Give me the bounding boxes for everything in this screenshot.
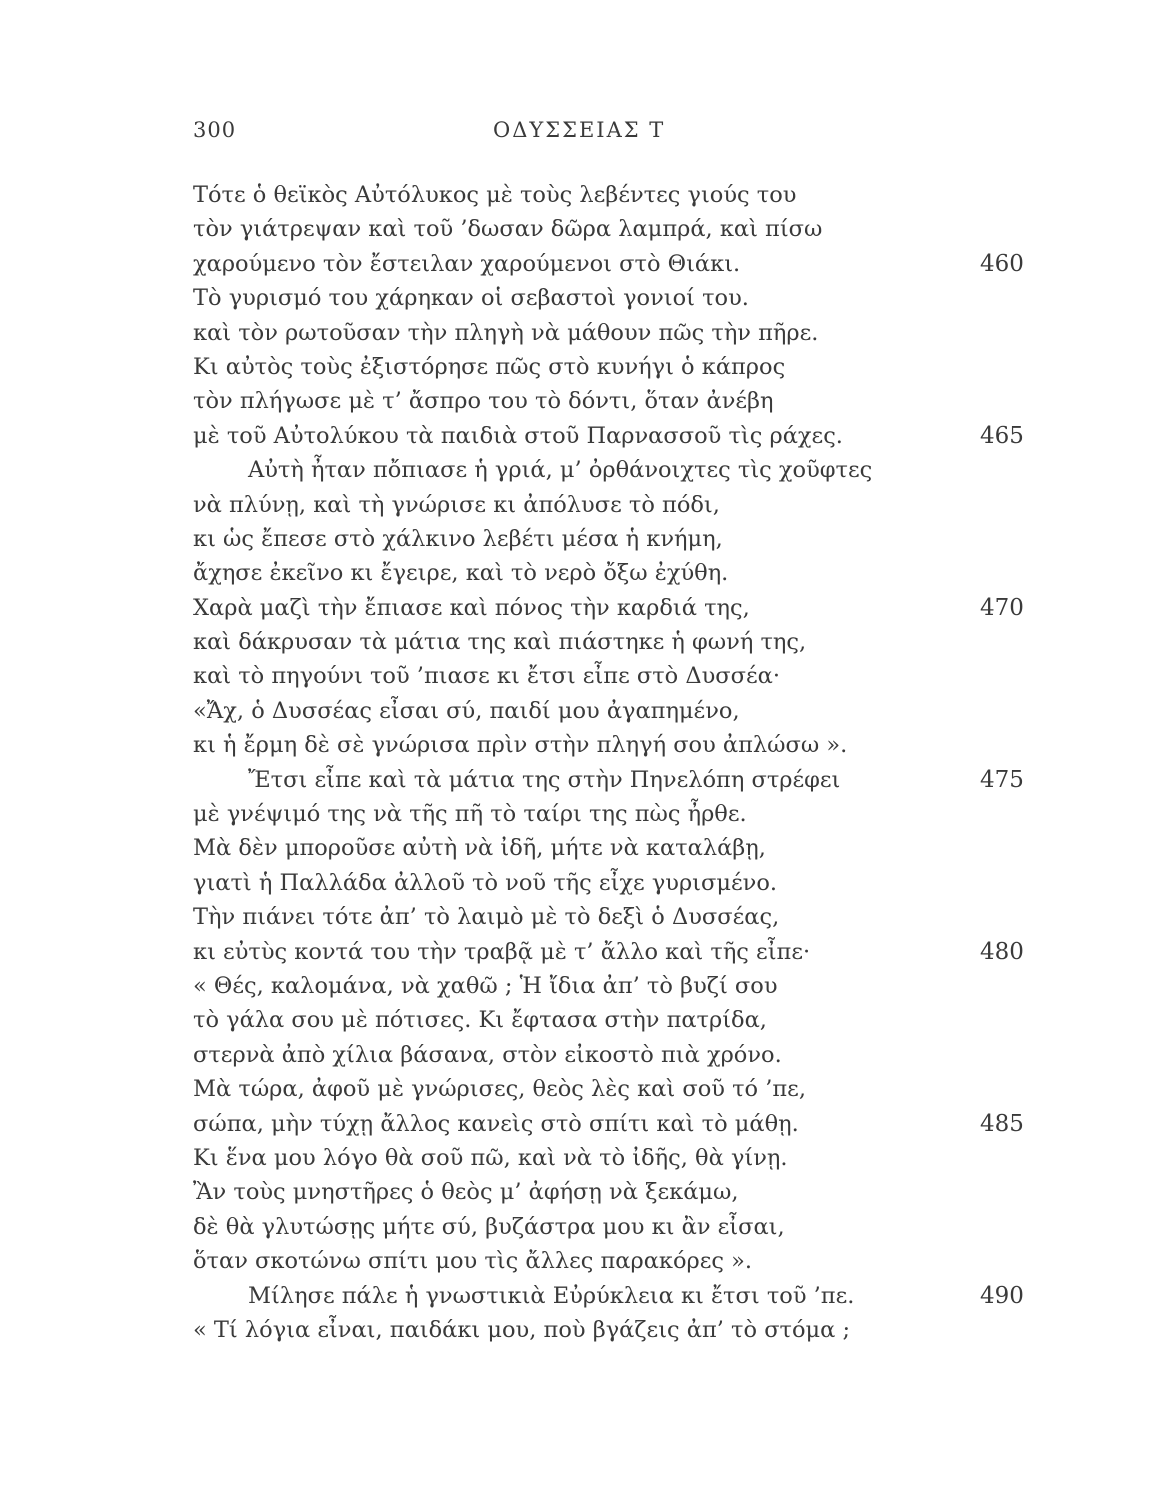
- verse-text: Χαρὰ μαζὶ τὴν ἔπιασε καὶ πόνος τὴν καρδιά της,: [193, 594, 750, 621]
- page-number: 300: [193, 118, 237, 142]
- verse-line: [193, 625, 1043, 659]
- verse-text: κι εὐτὺς κοντά του τὴν τραβᾷ μὲ τ’ ἄλλο καὶ τῆς εἶπε·: [193, 938, 811, 965]
- verse-text: καὶ δάκρυσαν τὰ μάτια της καὶ πιάστηκε ἡ φωνή της,: [193, 629, 807, 656]
- verse-line: [193, 591, 1043, 625]
- verse-line: [193, 831, 1043, 865]
- line-number: 470: [980, 594, 1024, 621]
- verse-line: [193, 488, 1043, 522]
- verse-line: [193, 1175, 1043, 1209]
- verse-text: ὅταν σκοτώνω σπίτι μου τὶς ἄλλες παρακόρες ».: [193, 1248, 753, 1275]
- verse-line: [193, 694, 1043, 728]
- verse-text: Τὴν πιάνει τότε ἀπ’ τὸ λαιμὸ μὲ τὸ δεξὶ ὁ Δυσσέας,: [193, 904, 780, 931]
- verse-text: χαρούμενο τὸν ἔστειλαν χαρούμενοι στὸ Θιάκι.: [193, 250, 741, 277]
- verse-text: στερνὰ ἀπὸ χίλια βάσανα, στὸν εἰκοστὸ πιὰ χρόνο.: [193, 1041, 782, 1068]
- verse-line: [193, 1313, 1043, 1347]
- running-title: ΟΔΥΣΣΕΙΑΣ Τ: [493, 118, 666, 142]
- line-number: 475: [980, 766, 1024, 793]
- verse-line: [193, 935, 1043, 969]
- verse-text: μὲ τοῦ Αὐτολύκου τὰ παιδιὰ στοῦ Παρνασσοῦ τὶς ράχες.: [193, 422, 843, 449]
- page-header: [193, 118, 993, 154]
- verse-text: « Τί λόγια εἶναι, παιδάκι μου, ποὺ βγάζεις ἀπ’ τὸ στόμα ;: [193, 1316, 851, 1343]
- verse-line: [193, 1038, 1043, 1072]
- verse-text: τὸ γάλα σου μὲ πότισες. Κι ἔφτασα στὴν πατρίδα,: [193, 1007, 767, 1034]
- verse-line: [193, 659, 1043, 693]
- verse-text: γιατὶ ἡ Παλλάδα ἀλλοῦ τὸ νοῦ τῆς εἶχε γυρισμένο.: [193, 869, 778, 896]
- verse-line: [193, 1210, 1043, 1244]
- verse-line: [193, 1107, 1043, 1141]
- verse-line: [193, 419, 1043, 453]
- verse-text: Κι ἕνα μου λόγο θὰ σοῦ πῶ, καὶ νὰ τὸ ἰδῆς, θὰ γίνῃ.: [193, 1144, 788, 1171]
- verse-line: [193, 453, 1043, 487]
- verse-text: καὶ τὸ πηγούνι τοῦ ’πιασε κι ἔτσι εἶπε στὸ Δυσσέα·: [193, 663, 781, 690]
- verse-line: [193, 556, 1043, 590]
- verse-line: [193, 316, 1043, 350]
- verse-text: ἄχησε ἐκεῖνο κι ἔγειρε, καὶ τὸ νερὸ ὄξω ἐχύθη.: [193, 560, 729, 587]
- verse-line: [193, 797, 1043, 831]
- verse-text: σώπα, μὴν τύχῃ ἄλλος κανεὶς στὸ σπίτι καὶ τὸ μάθῃ.: [193, 1110, 799, 1137]
- verse-text: « Θές, καλομάνα, νὰ χαθῶ ; Ἡ ἴδια ἀπ’ τὸ βυζί σου: [193, 972, 778, 999]
- verse-text: κι ὡς ἔπεσε στὸ χάλκινο λεβέτι μέσα ἡ κνήμη,: [193, 525, 723, 552]
- verse-text: Τότε ὁ θεϊκὸς Αὐτόλυκος μὲ τοὺς λεβέντες γιούς του: [193, 182, 797, 208]
- verse-line: [193, 178, 1043, 212]
- line-number: 485: [980, 1110, 1024, 1137]
- verse-line: [193, 247, 1043, 281]
- verse-line: [193, 728, 1043, 762]
- verse-line: [193, 522, 1043, 556]
- verse-line: [193, 212, 1043, 246]
- verse-line: [193, 900, 1043, 934]
- verse-text: Τὸ γυρισμό του χάρηκαν οἱ σεβαστοὶ γονιοί του.: [193, 285, 749, 312]
- verse-line: [193, 1141, 1043, 1175]
- verse-text: Μὰ τώρα, ἀφοῦ μὲ γνώρισες, θεὸς λὲς καὶ σοῦ τό ’πε,: [193, 1076, 806, 1103]
- verse-text: Κι αὐτὸς τοὺς ἐξιστόρησε πῶς στὸ κυνήγι ὁ κάπρος: [193, 353, 786, 380]
- verse-text: καὶ τὸν ρωτοῦσαν τὴν πληγὴ νὰ μάθουν πῶς τὴν πῆρε.: [193, 319, 819, 346]
- verse-text: τὸν πλήγωσε μὲ τ’ ἄσπρο του τὸ δόντι, ὅταν ἀνέβη: [193, 388, 774, 415]
- verse-text: μὲ γνέψιμό της νὰ τῆς πῆ τὸ ταίρι της πὼς ἦρθε.: [193, 801, 747, 828]
- line-number: 490: [980, 1282, 1024, 1309]
- verse-text: Ἔτσι εἶπε καὶ τὰ μάτια της στὴν Πηνελόπη στρέφει: [248, 766, 841, 793]
- verse-text: νὰ πλύνῃ, καὶ τὴ γνώρισε κι ἀπόλυσε τὸ πόδι,: [193, 491, 720, 518]
- verse-line: [193, 1279, 1043, 1313]
- verse-text: «Ἄχ, ὁ Δυσσέας εἶσαι σύ, παιδί μου ἀγαπημένο,: [193, 697, 740, 724]
- verse-line: [193, 763, 1043, 797]
- verse-text: Μίλησε πάλε ἡ γνωστικιὰ Εὐρύκλεια κι ἔτσι τοῦ ’πε.: [248, 1282, 855, 1309]
- verse-text: δὲ θὰ γλυτώσῃς μήτε σύ, βυζάστρα μου κι ἂν εἶσαι,: [193, 1213, 785, 1240]
- line-number: 465: [980, 422, 1024, 449]
- verse-text: τὸν γιάτρεψαν καὶ τοῦ ’δωσαν δῶρα λαμπρά, καὶ πίσω: [193, 216, 823, 243]
- verse-text: Ἂν τοὺς μνηστῆρες ὁ θεὸς μ’ ἀφήσῃ νὰ ξεκάμω,: [193, 1179, 739, 1206]
- verse-block: [193, 178, 1043, 1347]
- verse-text: κι ἡ ἔρμη δὲ σὲ γνώρισα πρὶν στὴν πληγή σου ἀπλώσω ».: [193, 732, 848, 759]
- verse-line: [193, 281, 1043, 315]
- verse-line: [193, 350, 1043, 384]
- verse-text: Αὐτὴ ἦταν πὄπιασε ἡ γριά, μ’ ὀρθάνοιχτες τὶς χοῦφτες: [248, 457, 873, 484]
- verse-line: [193, 384, 1043, 418]
- verse-line: [193, 1003, 1043, 1037]
- line-number: 460: [980, 250, 1024, 277]
- verse-text: Μὰ δὲν μποροῦσε αὐτὴ νὰ ἰδῆ, μήτε νὰ καταλάβῃ,: [193, 835, 766, 862]
- verse-line: [193, 969, 1043, 1003]
- verse-line: [193, 866, 1043, 900]
- line-number: 480: [980, 938, 1024, 965]
- verse-line: [193, 1244, 1043, 1278]
- verse-line: [193, 1072, 1043, 1106]
